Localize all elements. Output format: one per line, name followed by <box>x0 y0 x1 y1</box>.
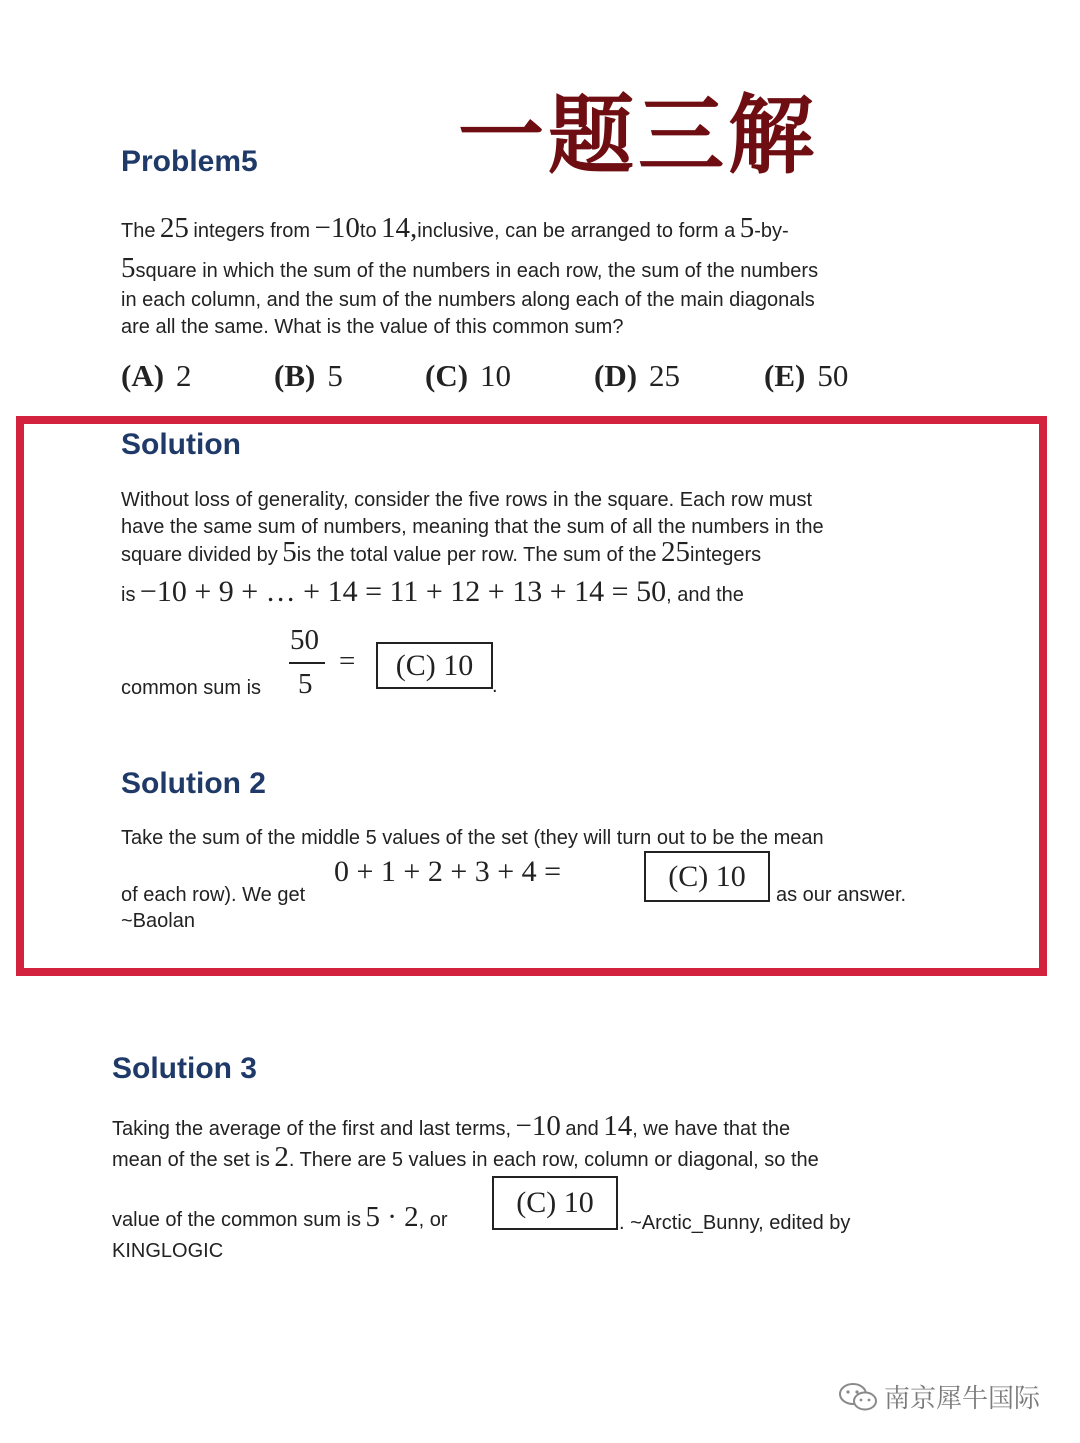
problem-heading: Problem5 <box>121 145 258 178</box>
text: and <box>565 1118 599 1140</box>
solution-line-2: have the same sum of numbers, meaning that the sum of all the numbers in the <box>121 516 824 538</box>
math: 5 <box>282 536 297 568</box>
answer-box-3: (C) 10 <box>492 1176 618 1230</box>
text: , we have that the <box>632 1118 791 1140</box>
equals-sign: = <box>339 645 356 677</box>
solution-2-text: of each row). We get <box>121 884 306 906</box>
text: integers <box>690 544 762 566</box>
banner-title: 一题三解 <box>458 86 818 186</box>
math: 14 <box>603 1110 633 1142</box>
math: 14, <box>381 212 418 244</box>
fraction-denominator: 5 <box>298 668 313 700</box>
text: integers from <box>193 220 311 242</box>
choice-value: 50 <box>817 358 849 393</box>
math: 5 <box>121 252 136 284</box>
text: -by- <box>754 220 789 242</box>
text: mean of the set is <box>112 1149 270 1171</box>
text: is <box>121 584 136 606</box>
choice-value: 10 <box>480 358 512 393</box>
choice-value: 5 <box>327 358 343 393</box>
choice-value: 25 <box>649 358 681 393</box>
choice-value: 2 <box>176 358 192 393</box>
math: 25 <box>159 212 189 244</box>
solution-3-line-2 <box>112 1141 819 1174</box>
watermark-text: 南京犀牛国际 <box>884 1384 1041 1414</box>
solution-line-3 <box>121 536 761 569</box>
solution-2-heading: Solution 2 <box>121 767 266 800</box>
fraction-numerator: 50 <box>290 624 319 656</box>
solution-line-1: Without loss of generality, consider the five rows in the square. Each row must <box>121 489 813 511</box>
choice-e <box>764 358 848 394</box>
choice-letter: (C) <box>425 358 469 393</box>
problem-line-2 <box>121 252 818 285</box>
text: value of the common sum is <box>112 1209 361 1231</box>
choice-c <box>425 358 511 394</box>
math: 5 · 2 <box>365 1201 419 1233</box>
solution-2-tail: as our answer. <box>776 884 907 906</box>
problem-line-1 <box>121 212 789 245</box>
math: −10 <box>314 212 360 244</box>
answer-box-2: (C) 10 <box>644 851 770 902</box>
math: 2 <box>274 1141 289 1173</box>
solution-3-line-1 <box>112 1110 790 1143</box>
text: , or <box>418 1209 448 1231</box>
solution-line-4 <box>121 575 744 609</box>
answer-box: (C) 10 <box>376 642 493 689</box>
solution-2-author: ~Baolan <box>121 910 195 932</box>
solution-3-line-3a <box>112 1201 448 1234</box>
wechat-icon <box>838 1381 878 1413</box>
solution-2-equation: 0 + 1 + 2 + 3 + 4 = <box>334 855 562 888</box>
period: . <box>492 675 498 697</box>
choice-b <box>274 358 343 394</box>
text: . There are 5 values in each row, column or diagonal, so the <box>288 1149 819 1171</box>
text: square divided by <box>121 544 278 566</box>
choice-letter: (B) <box>274 358 316 393</box>
problem-line-4: are all the same. What is the value of this common sum? <box>121 316 624 338</box>
text: is the total value per row. The sum of the <box>296 544 657 566</box>
solution-heading: Solution <box>121 428 241 461</box>
equation: −10 + 9 + … + 14 = 11 + 12 + 13 + 14 = 50 <box>139 575 667 608</box>
choice-letter: (D) <box>594 358 638 393</box>
solution-3-tail: . ~Arctic_Bunny, edited by <box>619 1212 851 1234</box>
solution-3-line-4: KINGLOGIC <box>112 1240 224 1262</box>
text: The <box>121 220 156 242</box>
solution-3-heading: Solution 3 <box>112 1052 257 1085</box>
choice-a <box>121 358 192 394</box>
problem-line-3: in each column, and the sum of the numbers along each of the main diagonals <box>121 289 815 311</box>
text: , and the <box>666 584 744 606</box>
choice-letter: (E) <box>764 358 806 393</box>
math: 5 <box>739 212 755 244</box>
solution-2-line-1: Take the sum of the middle 5 values of the set (they will turn out to be the mean <box>121 827 824 849</box>
watermark <box>838 1378 1040 1415</box>
text: inclusive, can be arranged to form a <box>417 220 736 242</box>
text: Taking the average of the first and last terms, <box>112 1118 512 1140</box>
choice-letter: (A) <box>121 358 165 393</box>
choice-d <box>594 358 680 394</box>
math: 25 <box>661 536 691 568</box>
text: square in which the sum of the numbers in each row, the sum of the numbers <box>135 260 819 282</box>
text: to <box>359 220 377 242</box>
common-sum-label: common sum is <box>121 677 262 699</box>
math: −10 <box>515 1110 561 1142</box>
fraction-bar <box>289 662 325 664</box>
